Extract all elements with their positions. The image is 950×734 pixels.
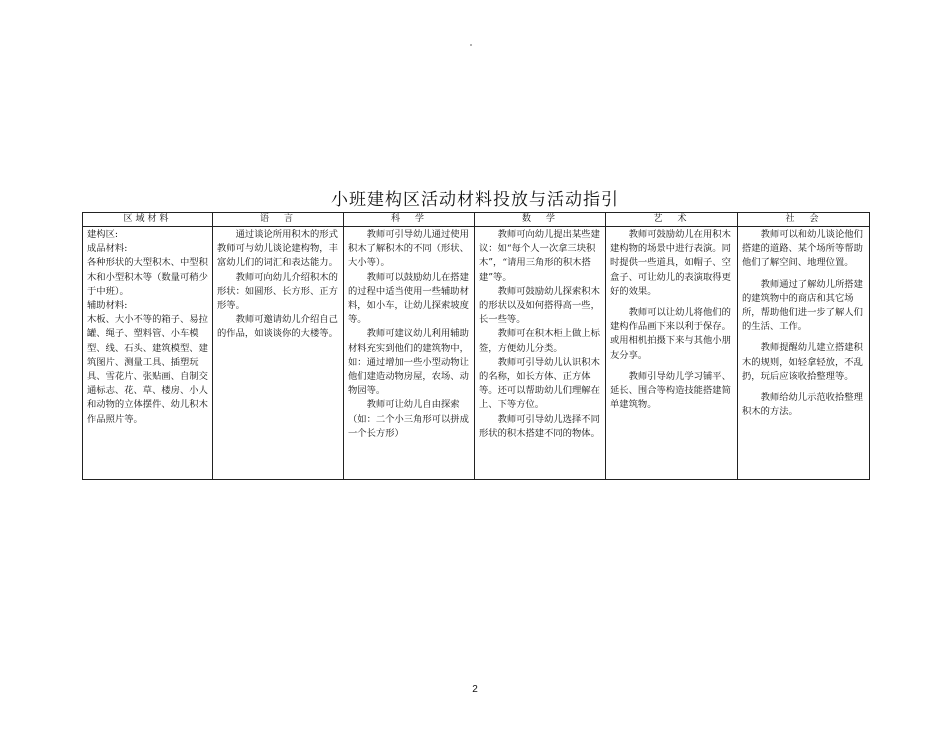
- table-row: [83, 227, 870, 480]
- science-paragraph: 教师可让幼儿自由探索（如：二个小三角形可以拼成一个长方形）: [348, 399, 469, 439]
- cell-language: [213, 227, 344, 480]
- society-paragraph: 教师给幼儿示范收拾整理积木的方法。: [742, 392, 863, 418]
- area-line: 木板、大小不等的箱子、易拉罐、绳子、塑料管、小车模型、线、石头、建筑模型、建筑图片、测量工具、插塑玩具、雪花片、张贴画、自制交通标志、花、草、楼房、小人和动物的立体摆件、幼儿积木作品照片等。: [87, 314, 208, 425]
- area-line: 各种形状的大型积木、中型积木和小型积木等（数量可稍少于中班）。: [87, 257, 208, 297]
- cell-science: [344, 227, 475, 480]
- art-paragraph: 教师引导幼儿学习铺平、延长、围合等构造技能搭建简单建筑物。: [610, 370, 731, 411]
- cell-math: [475, 227, 606, 480]
- math-paragraph: 教师可引导幼儿选择不同形状的积木搭建不同的物体。: [479, 413, 600, 439]
- cell-art: [606, 227, 738, 480]
- science-paragraph: 教师可建议幼儿利用辅助材料充实到他们的建筑物中，如：通过增加一些小型动物让他们建造动物房屋，农场、动物园等。: [348, 328, 469, 397]
- area-line: 成品材料:: [87, 243, 128, 255]
- header-area-materials: 区域材料: [83, 213, 213, 227]
- area-line: 辅助材料:: [87, 300, 128, 312]
- math-paragraph: 教师可引导幼儿认识积木的名称，如长方体、正方体等。还可以帮助幼儿们理解在上、下等方位。: [479, 356, 600, 411]
- header-society: 社 会: [738, 213, 870, 227]
- art-paragraph: 教师可以让幼儿将他们的建构作品画下来以利于保存。或用相机拍摄下来与其他小朋友分享。: [610, 307, 731, 361]
- activity-table: [82, 212, 870, 480]
- stray-dot: [470, 44, 472, 46]
- society-paragraph: 教师可以和幼儿谈论他们搭建的道路、某个场所等帮助他们了解空间、地理位置。: [742, 229, 863, 269]
- math-paragraph: 教师可向幼儿提出某些建议：如“每个人一次拿三块积木”，“请用三角形的积木搭建”等。: [479, 229, 600, 283]
- header-math: 数 学: [475, 213, 606, 227]
- society-paragraph: 教师通过了解幼儿所搭建的建筑物中的商店和其它场所，帮助他们进一步了解人们的生活、工作。: [742, 278, 863, 333]
- math-paragraph: 教师可在积木柜上做上标签，方便幼儿分类。: [479, 328, 600, 354]
- header-language: 语 言: [213, 213, 344, 227]
- language-paragraph: 教师可邀请幼儿介绍自己的作品，如谈谈你的大楼等。: [217, 314, 338, 340]
- science-paragraph: 教师可引导幼儿通过使用积木了解积木的不同（形状、大小等）。: [348, 229, 469, 269]
- art-paragraph: 教师可鼓励幼儿在用积木建构物的场景中进行表演。同时提供一些道具，如帽子、空盒子、可让幼儿的表演取得更好的效果。: [610, 229, 731, 297]
- language-paragraph: 教师可向幼儿介绍积木的形状：如圆形、长方形、正方形等。: [217, 271, 338, 312]
- header-art: 艺 术: [606, 213, 738, 227]
- header-science: 科 学: [344, 213, 475, 227]
- science-paragraph: 教师可以鼓励幼儿在搭建的过程中适当使用一些辅助材料，如小车，让幼儿探索坡度等。: [348, 271, 469, 326]
- cell-area-materials: [83, 227, 213, 480]
- table-header-row: [83, 213, 870, 227]
- page-number: 2: [472, 684, 478, 695]
- cell-society: [738, 227, 870, 480]
- area-line: 建构区:: [87, 229, 119, 240]
- math-paragraph: 教师可鼓励幼儿探索积木的形状以及如何搭得高一些，长一些等。: [479, 285, 600, 326]
- language-paragraph: 通过谈论所用积木的形式教师可与幼儿谈论建构物，丰富幼儿们的词汇和表达能力。: [217, 229, 338, 269]
- page-title: 小班建构区活动材料投放与活动指引: [331, 190, 619, 210]
- society-paragraph: 教师提醒幼儿建立搭建积木的规则，如轻拿轻放，不乱扔，玩后应该收拾整理等。: [742, 342, 863, 382]
